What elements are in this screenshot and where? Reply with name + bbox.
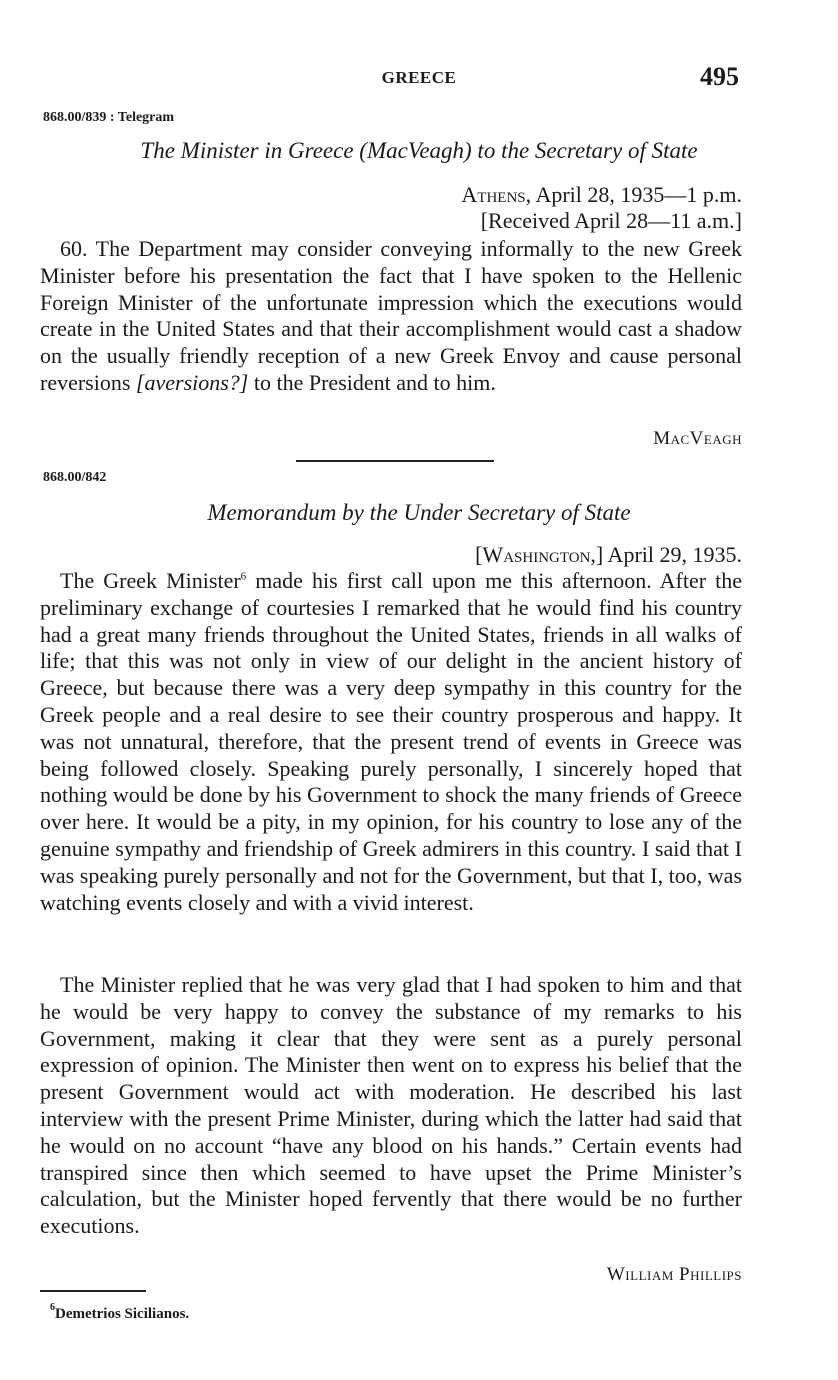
memorandum-paragraph-1 [40,568,742,916]
section-divider [296,460,494,462]
memorandum-paragraph-2: The Minister replied that he was very glad that I had spoken to him and that he would be very happy to convey the substance of my remarks to his Government, making it clear that they were sent as a purely personal expression of opinion. The Minister then went on to express his belief that the present Government would act with moderation. He described his last interview with the present Prime Minister, during which the latter had said that he would on no account “have any blood on his hands.” Certain events had transpired since then which seemed to have upset the Prime Minister’s calculation, but the Minister hoped fervently that there would be no further executions. [40,972,742,1239]
memorandum-signature: William Phillips [606,1264,742,1285]
running-head: GREECE [381,68,457,87]
telegram-body-text: 60. The Department may consider conveying informally to the new Greek Minister before his presentation the fact that I have spoken to the Hellenic Foreign Minister of the unfortunate impression which the executions would create in the United States and that their accomplishment would cast a shadow on the usually friendly reception of a new Greek Envoy and cause personal reversions [40,236,742,395]
memorandum-dateline-date: April 29, 1935. [603,542,742,567]
memorandum-dateline-place: [Washington,] [475,542,604,567]
telegram-signature: MacVeagh [653,428,742,449]
telegram-received-line: [Received April 28—11 a.m.] [480,208,742,233]
footnote-rule [40,1290,146,1292]
page-number: 495 [700,62,739,91]
telegram-dateline-place: Athens [461,182,526,207]
telegram-dateline-time: , April 28, 1935—1 p.m. [525,182,742,207]
telegram-body-end: to the President and to him. [248,369,496,395]
memorandum-para1-start: The Greek Minister [60,568,241,593]
telegram-dateline [461,182,742,208]
memorandum-para1-rest: made his first call upon me this afternoon. After the preliminary exchange of courtesies I remarked that he would find his country had a great many friends throughout the United States, friends in all walks of life; that this was not only in view of our delight in the ancient history of Greece, but because there was a very deep sympathy in this country for the Greek people and a real desire to see their country prosperous and happy. It was not unnatural, therefore, that the present trend of events in Greece was being followed closely. Speaking purely personally, I sincerely hoped that nothing would be done by his Government to shock the many friends of Greece over here. It would be a pity, in my opinion, for his country to lose any of the genuine sympathy and friendship of Greek admirers in this country. I said that I was speaking purely personally and not for the Government, but that I, too, was watching events closely and with a vivid interest. [40,568,742,915]
memorandum-dateline [475,542,742,568]
memorandum-title: Memorandum by the Under Secretary of State [207,500,631,525]
footnote-text: Demetrios Sicilianos. [55,1306,190,1322]
telegram-body-editorial-note: [aversions?] [135,369,249,395]
footnote-marker: 6 [50,1302,55,1313]
memorandum-file-reference: 868.00/842 [43,470,107,485]
footnote-reference-marker: 6 [240,570,247,583]
telegram-title: The Minister in Greece (MacVeagh) to the Secretary of State [140,138,698,163]
footnote [50,1304,189,1323]
telegram-body [40,236,742,397]
telegram-file-reference: 868.00/839 : Telegram [43,110,175,125]
